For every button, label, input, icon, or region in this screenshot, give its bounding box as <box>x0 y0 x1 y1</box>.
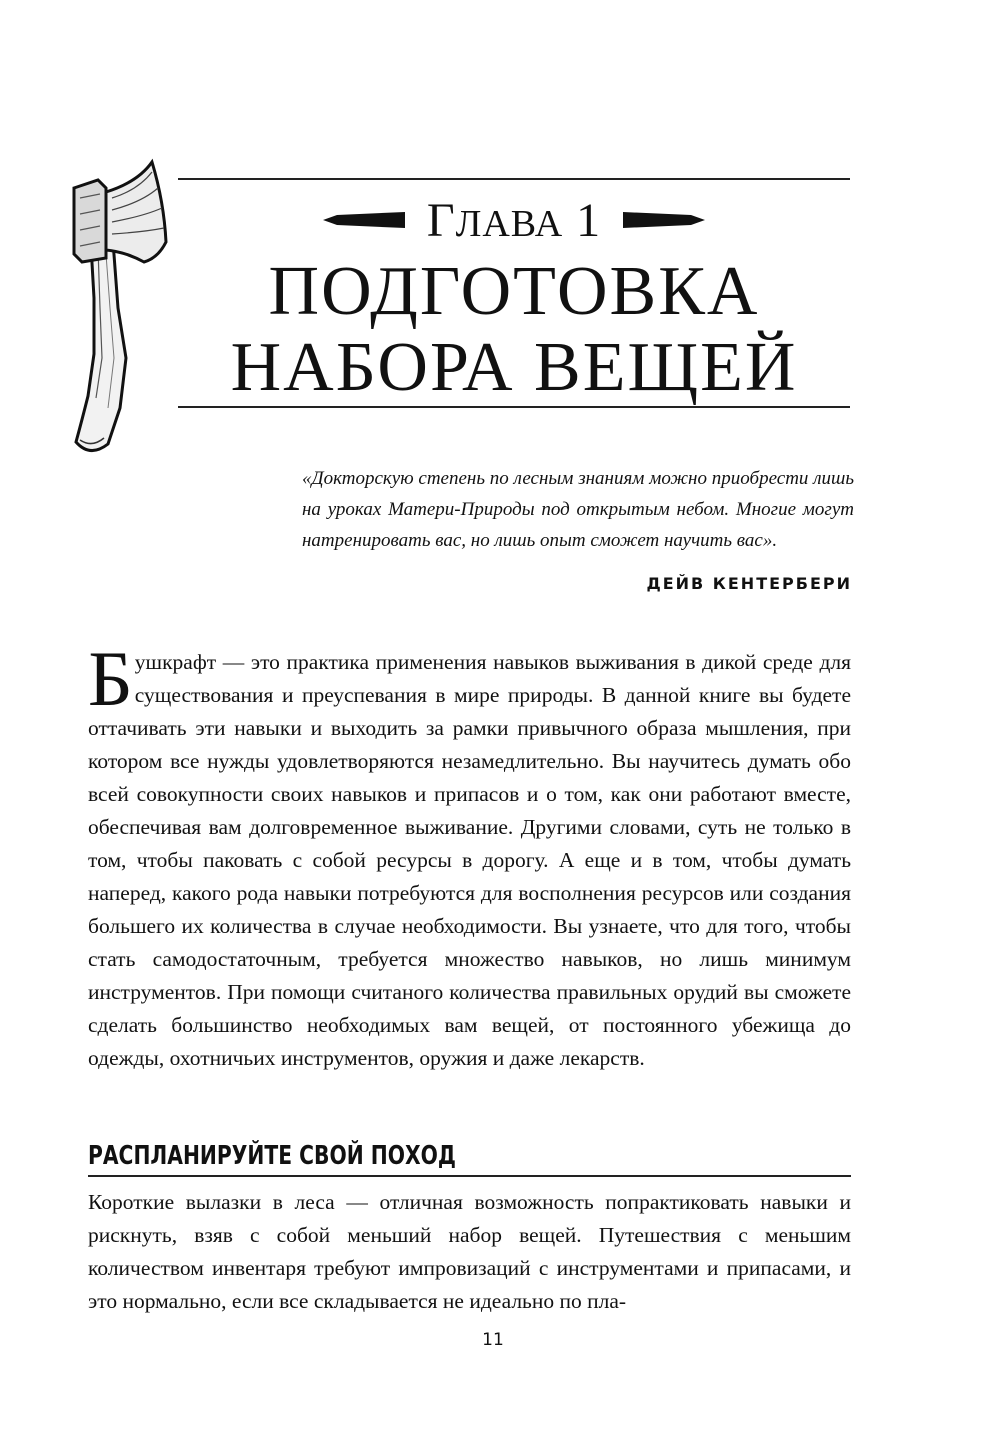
intro-paragraph <box>88 635 851 1075</box>
chapter-top-rule <box>178 178 850 180</box>
chapter-title-line: НАБОРА ВЕЩЕЙ <box>230 329 798 406</box>
page-number: 11 <box>482 1330 504 1350</box>
ornament-dash-icon <box>323 212 405 228</box>
chapter-bottom-rule <box>178 406 850 408</box>
chapter-title <box>178 254 850 406</box>
section-rule <box>88 1175 851 1177</box>
intro-text: ушкрафт — это практика применения навыков выживания в дикой среде для существования и преуспевания в мире природы. В данной книге вы будете оттачивать эти навыки и выходить за рамки привычного образа мышления, при котором все нужды удовлетворяются незамедлительно. Вы научитесь думать обо всей совокупности своих навыков и припасов и о том, как они работают вместе, обеспечивая вам долговременное выживание. Другими словами, суть не только в том, чтобы паковать с собой ресурсы в дорогу. А еще и в том, чтобы думать наперед, какого рода навыки потребуются для восполнения ресурсов или создания большего их количества в случае необходимости. Вы узнаете, что для того, чтобы стать самодостаточным, требуется множество навыков, но лишь минимум инструментов. При помощи считаного количества правильных орудий вы сможете сделать большинство необходимых вам вещей, от постоянного убежища до одежды, охотничьих инструментов, оружия и даже лекарств. <box>88 650 851 1070</box>
epigraph-author: ДЕЙВ КЕНТЕРБЕРИ <box>646 574 852 593</box>
ornament-dash-icon <box>623 212 705 228</box>
section-paragraph: Короткие вылазки в леса — отличная возможность попрактиковать навыки и рискнуть, взяв с собой меньший набор вещей. Путешествия с меньшим количеством инвентаря требуют импровизаций с инструментами и припасами, и это нормально, если все складывается не идеально по пла- <box>88 1190 851 1313</box>
chapter-number: ГЛАВА 1 <box>426 193 602 247</box>
chapter-title-line: ПОДГОТОВКА <box>268 253 760 330</box>
section-heading: РАСПЛАНИРУЙТЕ СВОЙ ПОХОД <box>88 1141 456 1171</box>
chapter-label <box>178 190 850 250</box>
epigraph-quote: «Докторскую степень по лесным знаниям можно приобрести лишь на уроках Матери-Природы под открытым небом. Многие могут натренировать вас, но лишь опыт сможет научить вас». <box>302 468 854 551</box>
axe-icon <box>60 158 180 458</box>
drop-cap: Б <box>88 635 133 722</box>
